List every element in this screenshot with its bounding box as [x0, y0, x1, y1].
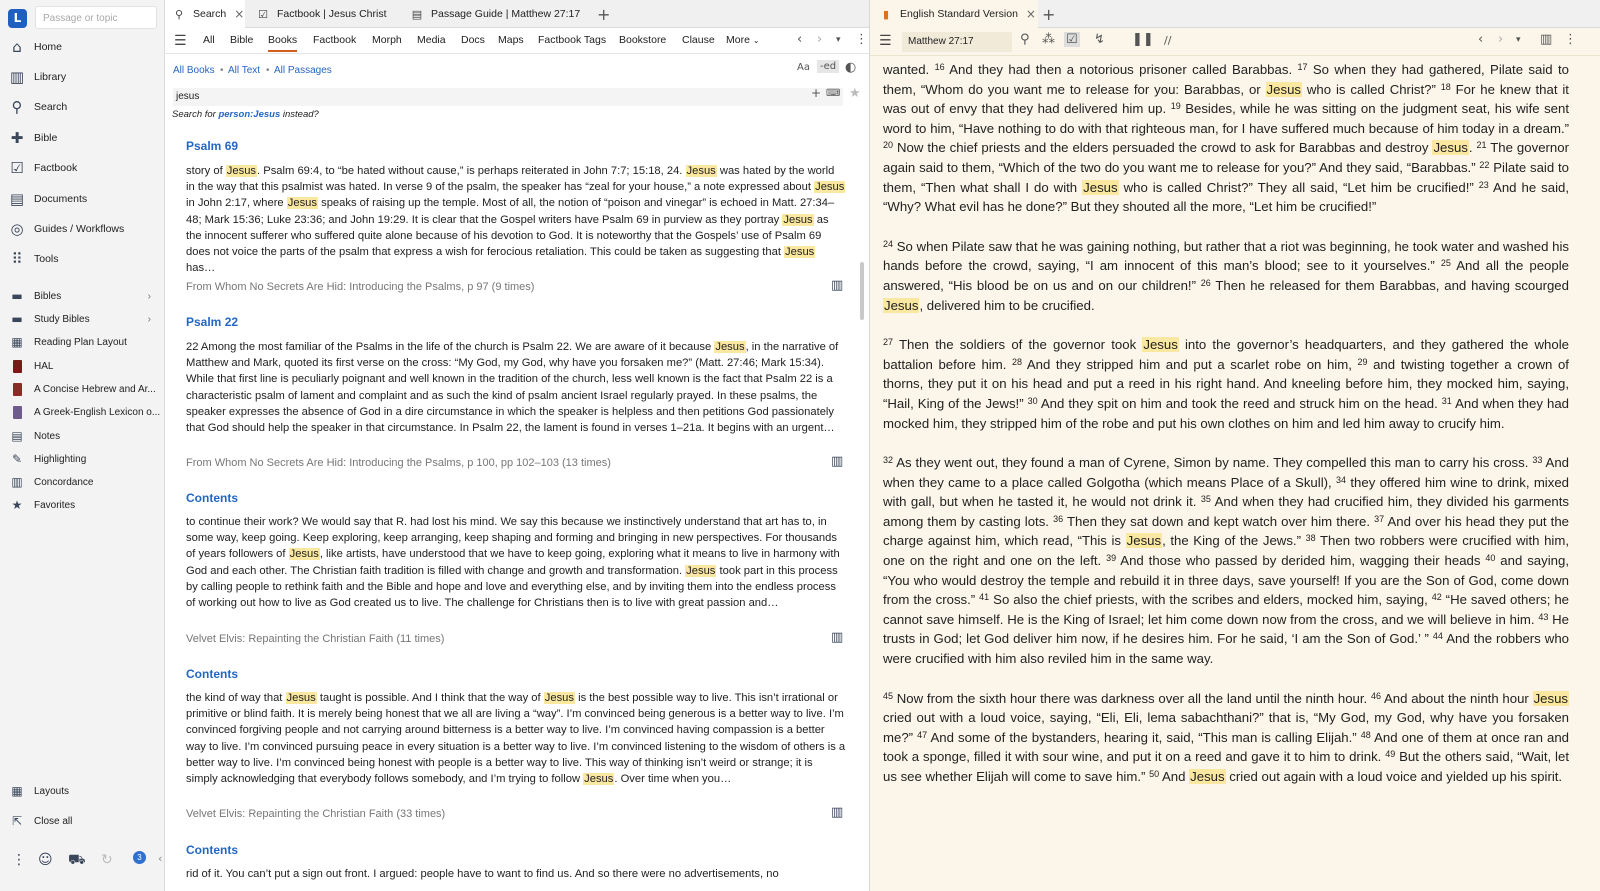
verse-text: As they went out, they found a man of Cyrene, Simon by name. They compelled this man to carry his cross.: [893, 455, 1533, 471]
verse-number: 18: [1440, 81, 1451, 92]
verse-text: So also the chief priests, with the scribes and elders, mocked him, saying,: [989, 592, 1432, 608]
verse-text: And when they had crucified him, they divided his garments among them by casting lots.: [883, 494, 1569, 529]
verse-text: And about the ninth hour: [1380, 690, 1533, 706]
verse-number: 23: [1478, 179, 1489, 190]
person-search-link[interactable]: person:Jesus: [218, 109, 281, 120]
item-label: Study Bibles: [34, 313, 90, 325]
add-tab-icon[interactable]: +: [597, 5, 611, 24]
snippet-text: rid of it. You can’t put a sign out front. I argued: people have to want to find us. And so there were no advertisements, no: [186, 868, 779, 880]
sidebar-item-hal[interactable]: [0, 355, 165, 377]
tab-label: Factbook | Jesus Christ: [277, 8, 387, 20]
layout-icon: ▦: [11, 335, 23, 349]
result-source[interactable]: From Whom No Secrets Are Hid: Introducing the Psalms, p 97 (9 times): [186, 281, 535, 293]
paragraph: [883, 453, 1569, 669]
view-options-icon[interactable]: ◐: [845, 60, 857, 75]
verse-number: 34: [1336, 474, 1347, 485]
query-text: jesus: [176, 91, 200, 102]
result-source[interactable]: Velvet Elvis: Repainting the Christian Faith (11 times): [186, 633, 445, 645]
scrollbar-thumb[interactable]: [860, 262, 864, 320]
concordance-icon: ▥: [11, 475, 23, 489]
nav-guides-workflows[interactable]: [0, 215, 165, 243]
notes-icon: ▤: [11, 429, 23, 443]
tab-media[interactable]: Media: [417, 34, 446, 46]
tab-morph[interactable]: Morph: [372, 34, 402, 46]
search-hit: Jesus: [815, 181, 845, 194]
verse-number: 47: [917, 729, 928, 740]
parallel-columns-icon[interactable]: ❚❚: [1132, 32, 1154, 47]
star-icon: ★: [11, 498, 23, 512]
verse-text: So when Pilate saw that he was gaining nothing, but rather that a riot was beginning, he took water and washed his hands before the crowd, saying, “I am innocent of this man’s blood; see to it yourselves.”: [883, 238, 1569, 274]
sidebar-item-concise-hebrew[interactable]: [0, 378, 165, 400]
snippet-text: story of: [186, 165, 226, 177]
verse-number: 39: [1106, 553, 1117, 564]
library-icon[interactable]: ▥: [831, 278, 844, 293]
verse-text: “He saved others; he cannot save himself. He is the King of Israel; let him come down now from the cross, and we will believe in him.: [883, 592, 1569, 627]
nav-label: Factbook: [34, 162, 78, 174]
forward-icon[interactable]: ›: [817, 32, 823, 47]
verse-number: 21: [1476, 140, 1487, 151]
tab-factbook-search[interactable]: Factbook: [313, 34, 357, 46]
verse-text: And they spit on him and took the reed and struck him on the head.: [1037, 395, 1442, 411]
verse-number: 40: [1485, 553, 1496, 564]
factbook-icon: ☑: [258, 7, 268, 21]
history-dropdown-icon[interactable]: ▾: [1516, 35, 1521, 45]
snippet-text: is the best possible way to live. This isn’t irrational or primitive or blind faith. It is merely being honest that we all are living a “way”. I’m convinced being generous is a better way to live. I’m convinced forgiving people and not carrying around bitterness is a better way to live. I’m convinced having compassion is a better way to live. I’m convinced pursuing peace in every situation is a better way to live. I’m convinced listening to the wisdom of others is a better way to live. I’m convinced being honest with people is a better way to live. This way of thinking isn’t weird or strange; it is simply acknowledging that everybody follows somebody, and I’m trying to follow: [186, 692, 846, 786]
verse-text: And over his head they put the charge against him, which read, “This is: [883, 513, 1570, 549]
folder-icon: ▬: [11, 312, 23, 326]
result-snippet[interactable]: [186, 514, 846, 611]
result-title[interactable]: Contents: [186, 843, 238, 857]
nav-label: Documents: [34, 193, 88, 205]
result-snippet[interactable]: [186, 866, 846, 882]
chevron-right-icon: ›: [147, 313, 151, 325]
verse-number: 20: [883, 140, 894, 151]
search-hit: Jesus: [783, 213, 813, 226]
snippet-text: taught is possible. And I think that the way of: [316, 692, 544, 704]
snippet-text: was hated by the world in the way that this psalmist was hated. In verse 9 of the psalm, the speaker has “zeal for your house,” a note expressed about: [186, 165, 835, 194]
result-source[interactable]: From Whom No Secrets Are Hid: Introducing the Psalms, p 100, pp 102–103 (13 times): [186, 457, 611, 469]
documents-icon: ▤: [9, 190, 25, 208]
verse-text: wanted.: [883, 62, 935, 77]
item-label: Notes: [34, 430, 61, 442]
item-label: HAL: [34, 360, 54, 372]
reference-text: Matthew 27:17: [908, 36, 974, 47]
verse-text: Now from the sixth hour there was darkness over all the land until the ninth hour.: [893, 690, 1371, 706]
search-icon[interactable]: ⚲: [1020, 32, 1030, 47]
history-dropdown-icon[interactable]: ▾: [836, 35, 841, 45]
search-hit: Jesus: [884, 297, 919, 313]
verse-number: 42: [1431, 592, 1442, 603]
nav-label: Guides / Workflows: [34, 223, 125, 235]
menu-icon[interactable]: ☰: [879, 33, 892, 49]
verse-number: 33: [1532, 455, 1543, 466]
sidebar-item-favorites[interactable]: [0, 494, 165, 516]
reference-input[interactable]: [902, 32, 1012, 52]
verse-text: they offered him wine to drink, mixed with gall, but when he tasted it, he would not drink it.: [883, 474, 1570, 510]
nav-label: Home: [34, 41, 63, 53]
close-all-icon: ⇱: [11, 814, 23, 828]
verse-number: 49: [1385, 749, 1396, 760]
bible-panel: [870, 0, 1600, 891]
panel-menu-icon[interactable]: ⋮: [1564, 32, 1577, 47]
result-title[interactable]: Contents: [186, 491, 238, 505]
tab-maps[interactable]: Maps: [498, 34, 524, 46]
pen-icon: ✎: [11, 452, 23, 466]
paragraph: [883, 335, 1569, 433]
sidebar-item-concordance[interactable]: [0, 471, 165, 493]
item-label: Close all: [34, 815, 73, 827]
verse-number: 41: [979, 592, 990, 603]
verse-number: 28: [1011, 356, 1022, 367]
search-hit: Jesus: [287, 197, 317, 210]
snippet-text: 22 Among the most familiar of the Psalms in the life of the church is Psalm 22. We are aware of it because: [186, 341, 715, 353]
avatar[interactable]: ☺: [38, 852, 53, 868]
notification-badge[interactable]: 3: [133, 851, 146, 864]
verse-text: Pilate said to them, “Then what shall I do with: [883, 159, 1569, 195]
link-set-icon[interactable]: //: [1164, 34, 1172, 47]
verse-number: 44: [1432, 631, 1443, 642]
item-label: Bibles: [34, 290, 62, 302]
tab-passage-guide[interactable]: [403, 0, 593, 28]
verse-number: 22: [1479, 159, 1490, 170]
verse-text: And some of the bystanders, hearing it, said, “This man is calling Elijah.”: [927, 729, 1361, 745]
search-hit: Jesus: [1190, 769, 1225, 784]
verse-number: 50: [1149, 769, 1160, 779]
scope-all-books[interactable]: All Books: [173, 65, 215, 76]
snippet-text: has…: [186, 262, 216, 275]
verse-text: Then the soldiers of the governor took: [893, 337, 1143, 353]
add-term-icon[interactable]: +: [811, 86, 822, 100]
verse-text: And: [1159, 769, 1190, 784]
verse-number: 25: [1440, 258, 1451, 269]
verse-number: 31: [1441, 395, 1452, 406]
factbook-icon: ☑: [10, 159, 24, 177]
verse-number: 29: [1357, 356, 1368, 367]
book-cover-icon: [13, 406, 22, 419]
verse-text: And they had then a notorious prisoner called Barabbas.: [944, 62, 1298, 77]
search-hit: Jesus: [715, 341, 745, 353]
sidebar-item-reading-plan-layout[interactable]: [0, 331, 165, 353]
item-label: Concordance: [34, 476, 94, 488]
tab-books[interactable]: Books: [268, 34, 297, 52]
result-title[interactable]: Psalm 69: [186, 139, 239, 153]
item-label: Favorites: [34, 499, 76, 511]
tab-label: Passage Guide | Matthew 27:17: [431, 8, 581, 20]
verse-text: He trusts in God; let God deliver him now, if he desires him. For he said, ‘I am the Son of God.’ ”: [883, 611, 1569, 647]
result-title[interactable]: Psalm 22: [186, 315, 239, 329]
tab-factbook-tags[interactable]: Factbook Tags: [538, 34, 607, 46]
people-icon[interactable]: ⁂: [1042, 32, 1055, 47]
verse-text: But the others said, “Wait, let us see whether Elijah will come to save him.”: [883, 749, 1569, 784]
result-snippet[interactable]: [186, 690, 846, 787]
verse-text: who is called Christ?” They all said, “Let him be crucified!”: [1118, 179, 1479, 195]
search-hit: Jesus: [1266, 81, 1301, 97]
snippet-text: , in the narrative of Matthew and Mark, quoted its first verse on the cross: “My God, my God, why have you forsaken me?” (Matt. 27:46; Mark 15:34). While that first line is peculiarly poignant and well known in the tradition of the church, less well known is the fact that Psalm 22 is a characteristic psalm of lament and complaint and as such the kind of psalm ancient Israel regularly prayed. In these psalms, the speaker expresses the absence of God in a dire circumstance in which the speaker is helpless and then petitions God passionately that God should help the speaker in that circumstance. In Psalm 22, the lament is found in verses 1–21a. It begins with an urgent…: [186, 341, 839, 435]
separator-dot: •: [266, 65, 270, 76]
sidebar-item-highlighting[interactable]: [0, 448, 165, 470]
snippet-text: , like artists, have understood that we have to keep going, exploring what it means to live in harmony with God and each other. The Christian faith tradition is filled with change and growth and transformation.: [186, 548, 840, 577]
verse-number: 45: [883, 690, 894, 701]
nav-label: Library: [34, 71, 67, 83]
search-hit: Jesus: [785, 246, 815, 259]
tab-docs[interactable]: Docs: [461, 34, 485, 46]
verse-text: and twisting together a crown of thorns, they put it on his head and put a reed in his right hand. And kneeling before him, they mocked him, saying, “Hail, King of the Jews!”: [883, 356, 1569, 411]
search-kind-bar: [165, 28, 870, 54]
verse-text: And one of them at once ran and took a sponge, filled it with sour wine, and put it on a reed and gave it to him to drink.: [883, 729, 1569, 765]
verse-number: 24: [883, 238, 894, 249]
more-vertical-icon[interactable]: ⋮: [12, 852, 26, 868]
result-title[interactable]: Contents: [186, 667, 238, 681]
verse-text: And he said, “Why? What evil has he done?” But they shouted all the more, “Let him be crucified!”: [883, 179, 1569, 215]
snippet-text: the kind of way that: [186, 692, 286, 704]
chevron-down-icon: ⌄: [752, 36, 760, 45]
layouts-icon: ▦: [11, 784, 23, 798]
library-icon[interactable]: ▥: [831, 454, 844, 469]
search-hit: Jesus: [584, 773, 614, 786]
verse-number: 30: [1027, 395, 1038, 406]
scope-all-text[interactable]: All Text: [228, 65, 261, 76]
nav-home[interactable]: [0, 33, 165, 61]
verse-number: 37: [1374, 513, 1385, 524]
verse-text: cried out again with a loud voice and yielded up his spirit.: [1225, 769, 1563, 784]
item-label: A Greek-English Lexicon o...: [34, 406, 161, 418]
hint-pre: Search for: [172, 109, 219, 120]
text-size-icon[interactable]: Aa: [797, 62, 810, 73]
tab-clause[interactable]: Clause: [682, 34, 715, 46]
sidebar-item-bibles[interactable]: [0, 285, 165, 307]
search-hit: Jesus: [1533, 690, 1569, 706]
nav-library[interactable]: [0, 63, 165, 91]
back-icon[interactable]: ‹: [797, 32, 803, 47]
tab-esv[interactable]: [870, 0, 1038, 28]
right-tab-bar: [870, 0, 1600, 28]
close-icon[interactable]: ×: [1025, 7, 1036, 21]
snippet-text: took part in this process by calling people to rethink faith and the Bible and hope and love and everything else, and by inviting them into the endless process of working out how to live as God created us to live. The challenge for Christians then is to live with great passion and…: [186, 564, 838, 610]
verse-text: And the robbers who were crucified with him also reviled him in the same way.: [883, 631, 1569, 667]
panel-menu-icon[interactable]: ⋮: [855, 32, 868, 47]
snippet-text: . Psalm 69:4, to “be hated without cause,” is perhaps reiterated in John 7:7; 15:18, 24.: [257, 165, 686, 177]
book-cover-icon: [13, 383, 22, 396]
item-label: Layouts: [34, 785, 70, 797]
verse-text: And they stripped him and put a scarlet robe on him,: [1021, 356, 1358, 372]
app-logo-icon[interactable]: L: [8, 9, 27, 28]
snippet-text: . Over time when you…: [614, 773, 732, 786]
verse-number: 38: [1305, 533, 1316, 544]
more-label: More: [726, 34, 750, 46]
search-hit: Jesus: [286, 692, 316, 704]
search-panel: [165, 0, 870, 891]
verse-text: Then he released for them Barabbas, and having scourged: [1210, 277, 1569, 293]
search-hit: Jesus: [686, 165, 716, 177]
verse-number: 17: [1297, 62, 1308, 72]
search-hit: Jesus: [1126, 533, 1162, 549]
tab-bible[interactable]: Bible: [230, 34, 254, 46]
nav-search[interactable]: [0, 93, 165, 121]
snippet-text: in John 2:17, where: [186, 197, 287, 210]
separator-dot: •: [220, 65, 224, 76]
verse-number: 27: [883, 337, 894, 348]
snippet-text: as the innocent sufferer who suffered quite alone because of his devotion to God. It is noteworthy that the Gospels’ use of Psalm 69 does not voice the parts of the psalm that express a wish for ferocious retaliation. This could be taken as suggesting that: [186, 213, 829, 259]
keyboard-icon[interactable]: ⌨: [826, 88, 841, 99]
verse-text: Then they sat down and kept watch over him there.: [1063, 513, 1375, 529]
favorite-star-icon[interactable]: ★: [849, 86, 861, 101]
verse-text: Then two robbers were crucified with him, one on the right and one on the left.: [883, 533, 1569, 569]
nav-label: Search: [34, 101, 68, 113]
tab-label: English Standard Version: [900, 8, 1018, 20]
verse-text: into the governor’s headquarters, and they gathered the whole battalion before him.: [883, 337, 1569, 372]
compass-icon: ◎: [10, 220, 24, 238]
verse-number: 16: [934, 62, 945, 72]
sidebar-item-greek-lexicon[interactable]: [0, 401, 165, 423]
verse-text: Now the chief priests and the elders persuaded the crowd to ask for Barabbas and destroy: [893, 140, 1433, 156]
nav-tools[interactable]: [0, 245, 165, 273]
tab-bookstore[interactable]: Bookstore: [619, 34, 667, 46]
verse-text: , delivered him to be crucified.: [919, 297, 1095, 313]
match-options-icon[interactable]: -ed: [817, 60, 839, 73]
search-hit: Jesus: [226, 165, 257, 177]
verse-text: cried out with a loud voice, saying, “Eli, Eli, lema sabachthani?” that is, “My God, my God, why have you forsaken me?”: [883, 710, 1569, 745]
result-snippet[interactable]: [186, 163, 846, 276]
library-icon[interactable]: ▥: [831, 805, 844, 820]
search-hit: Jesus: [289, 548, 319, 561]
result-snippet[interactable]: [186, 339, 846, 436]
library-icon: ▥: [9, 68, 25, 86]
search-hit: Jesus: [1433, 140, 1468, 156]
verse-number: 26: [1200, 277, 1211, 288]
cart-icon[interactable]: ⛟: [68, 852, 86, 868]
verse-number: 32: [883, 455, 894, 466]
verse-text: And all the people answered, “His blood be on us and on our children!”: [883, 258, 1569, 293]
menu-icon[interactable]: ☰: [174, 33, 187, 49]
left-tab-bar: [165, 0, 870, 28]
search-icon: ⚲: [11, 98, 23, 116]
verse-text: And when they came to a place called Golgotha (which means Place of a Skull),: [883, 455, 1569, 490]
snippet-text: to continue their work? We would say that R. had lost his mind. We say this because we instinctively understand that art has to, in some way, keep going. Keep exploring, keep arranging, keep shaping and forming and bringing in new perspectives. For thousands of years followers of: [186, 516, 837, 561]
bible-icon: ✚: [10, 129, 24, 147]
collapse-sidebar-icon[interactable]: ‹: [158, 852, 163, 865]
bible-text[interactable]: [883, 60, 1569, 807]
verse-text: And those who passed by derided him, wagging their heads: [1116, 553, 1486, 569]
tab-all[interactable]: All: [203, 34, 215, 46]
sidebar-item-study-bibles[interactable]: [0, 308, 165, 330]
library-icon[interactable]: ▥: [831, 630, 844, 645]
chevron-right-icon: ›: [147, 290, 151, 302]
hint-post: instead?: [280, 109, 319, 120]
reference-toolbar: [870, 28, 1600, 56]
passage-search-input[interactable]: Passage or topic: [35, 6, 157, 29]
verse-number: 35: [1200, 494, 1211, 505]
nav-label: Tools: [34, 253, 59, 265]
tab-label: Search: [193, 8, 227, 20]
verse-text: The governor again said to them, “Which of the two do you want me to release for you?” And they said, “Barabbas.”: [883, 140, 1569, 175]
search-hit: Jesus: [1143, 337, 1178, 353]
layouts-button[interactable]: [0, 780, 165, 802]
search-hit: Jesus: [686, 564, 716, 577]
scope-all-passages[interactable]: All Passages: [274, 65, 332, 76]
paragraph: [883, 689, 1569, 787]
search-hit: Jesus: [1083, 179, 1118, 195]
bible-icon: ▮: [882, 7, 890, 21]
sidebar-item-notes[interactable]: [0, 425, 165, 447]
nav-documents[interactable]: [0, 185, 165, 213]
grid-icon: ⠿: [11, 250, 23, 268]
close-all-button[interactable]: [0, 810, 165, 832]
add-tab-icon[interactable]: +: [1042, 5, 1056, 24]
verse-text: For he knew that it was out of envy that they had delivered him up.: [883, 81, 1569, 117]
item-label: Reading Plan Layout: [34, 336, 127, 348]
search-hit: Jesus: [544, 692, 574, 704]
snippet-text: speaks of raising up the temple. Most of all, the notion of “poison and vinegar” is echoed in Matt. 27:34–48; Mark 15:36; Luke 23:36; and John 19:29. It is clear that the Gospel writers have Psalm 69 in purview as they portray: [186, 197, 835, 226]
paragraph: [883, 60, 1569, 217]
close-icon[interactable]: ×: [234, 7, 245, 21]
verse-text: , the King of the Jews.”: [1162, 533, 1306, 549]
back-icon[interactable]: ‹: [1478, 32, 1484, 47]
paragraph: [883, 237, 1569, 315]
split-view-icon[interactable]: ▥: [1540, 32, 1553, 47]
home-icon: ⌂: [12, 38, 22, 56]
folder-icon: ▬: [11, 289, 23, 303]
verse-number: 46: [1370, 690, 1381, 701]
verse-text: And when they had mocked him, they stripped him of the robe and put his own clothes on him and led him away to crucify him.: [883, 395, 1569, 431]
item-label: Highlighting: [34, 453, 87, 465]
book-cover-icon: [13, 360, 22, 373]
verse-text: Besides, while he was sitting on the judgment seat, his wife sent word to him, “Have nothing to do with that righteous man, for I have suffered much because of him today in a dream.”: [883, 101, 1569, 136]
verse-text: .: [1468, 140, 1477, 156]
sidebar: [0, 0, 165, 891]
nav-factbook[interactable]: [0, 154, 165, 182]
verse-number: 43: [1538, 611, 1549, 622]
verse-text: So when they had gathered, Pilate said to them, “Whom do you want me to release for you: Barabbas, or: [883, 62, 1569, 97]
item-label: A Concise Hebrew and Ar...: [34, 383, 156, 395]
result-source[interactable]: Velvet Elvis: Repainting the Christian Faith (33 times): [186, 808, 446, 820]
nav-label: Bible: [34, 132, 58, 144]
sync-icon[interactable]: ↻: [101, 852, 113, 868]
search-query-input[interactable]: [173, 88, 843, 106]
tab-search[interactable]: [165, 0, 245, 28]
visual-filter-icon[interactable]: ☑: [1066, 32, 1078, 47]
search-suggestion: [172, 109, 319, 120]
tab-factbook[interactable]: [249, 0, 399, 28]
inline-filter-icon[interactable]: ↯: [1094, 32, 1105, 47]
forward-icon[interactable]: ›: [1498, 32, 1504, 47]
verse-number: 36: [1053, 513, 1064, 524]
verse-number: 48: [1360, 729, 1371, 740]
search-icon: ⚲: [174, 7, 184, 21]
tab-more[interactable]: [726, 34, 760, 46]
verse-text: and saying, “You who would destroy the temple and rebuild it in three days, save yourself! If you are the Son of God, come down from the cross.”: [883, 553, 1569, 608]
verse-number: 19: [1170, 101, 1181, 112]
nav-bible[interactable]: [0, 124, 165, 152]
verse-text: who is called Christ?”: [1302, 81, 1441, 97]
guide-icon: ▤: [411, 7, 423, 21]
